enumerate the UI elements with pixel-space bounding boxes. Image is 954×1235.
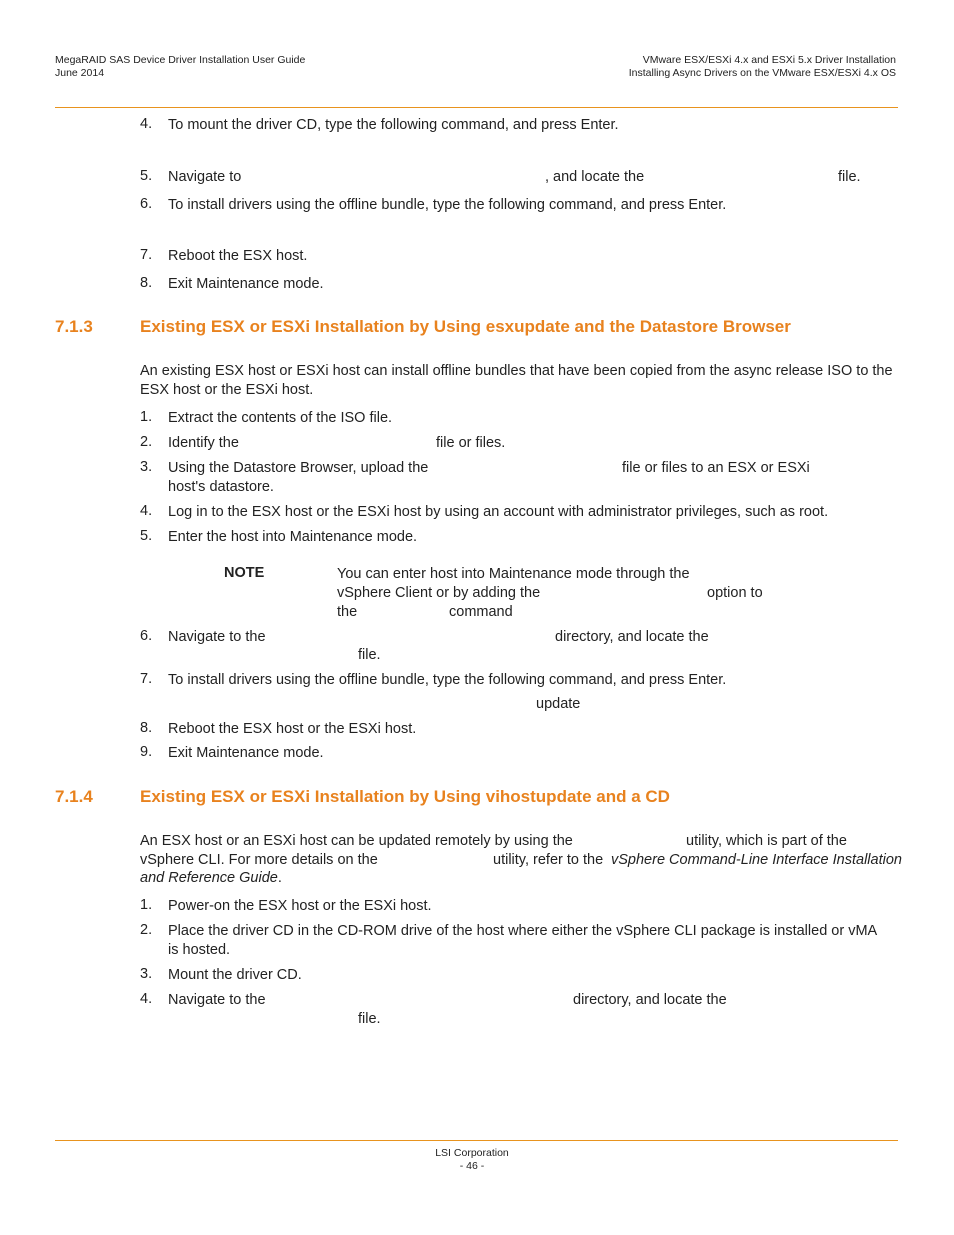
step-text: Enter the host into Maintenance mode. [168,529,418,545]
header-rule [55,107,898,108]
note-label: NOTE [224,565,265,581]
step-text: To install drivers using the offline bundle, type the following command, and press Enter. [168,672,727,688]
step-text: Reboot the ESX host or the ESXi host. [168,721,417,737]
header-chapter: VMware ESX/ESXi 4.x and ESXi 5.x Driver Installation [642,54,896,66]
note-text: You can enter host into Maintenance mode through the [337,566,690,582]
footer-page-number: - 46 - [459,1160,485,1172]
intro-reference: and Reference Guide [140,870,278,886]
step-number: 4. [140,116,153,132]
note-text: the [337,604,358,620]
note-text: command [449,604,513,620]
intro-text: . [277,870,282,886]
intro-text: An ESX host or an ESXi host can be updated remotely by using the [140,833,573,849]
step-text: To install drivers using the offline bundle, type the following command, and press Enter. [168,197,727,213]
step-text: To mount the driver CD, type the following command, and press Enter. [168,117,619,133]
step-number: 5. [140,528,153,544]
step-number: 1. [140,897,153,913]
step-number: 7. [140,247,153,263]
step-number: 4. [140,991,153,1007]
step-text: Reboot the ESX host. [168,248,308,264]
step-text: Log in to the ESX host or the ESXi host by using an account with administrator privileges, such as root. [168,504,829,520]
step-text: directory, and locate the [573,992,727,1008]
step-number: 6. [140,196,153,212]
step-text: is hosted. [168,942,231,958]
step-text: file or files to an ESX or ESXi [622,460,810,476]
step-text: Power-on the ESX host or the ESXi host. [168,898,432,914]
step-number: 8. [140,720,153,736]
step-number: 8. [140,275,153,291]
step-text: , and locate the [545,169,645,185]
step-text: Navigate to the [168,992,266,1008]
intro-reference: vSphere Command-Line Interface Installation [611,852,902,868]
note-text: option to [707,585,763,601]
step-number: 2. [140,922,153,938]
step-text: Extract the contents of the ISO file. [168,410,393,426]
step-text: Identify the [168,435,239,451]
command-text: update [536,696,581,712]
footer-company: LSI Corporation [435,1147,509,1159]
step-text: Place the driver CD in the CD-ROM drive of the host where either the vSphere CLI package is installed or vMA [168,923,878,939]
note-text: vSphere Client or by adding the [337,585,541,601]
section-heading: Existing ESX or ESXi Installation by Using vihostupdate and a CD [140,787,670,806]
step-number: 6. [140,628,153,644]
step-text: Navigate to the [168,629,266,645]
section-heading: Existing ESX or ESXi Installation by Using esxupdate and the Datastore Browser [140,317,791,336]
step-number: 3. [140,966,153,982]
step-number: 5. [140,168,153,184]
step-text: file. [358,1011,381,1027]
step-text: Navigate to [168,169,242,185]
step-text: Exit Maintenance mode. [168,276,324,292]
intro-text: utility, refer to the [493,852,604,868]
section-number: 7.1.3 [55,317,93,336]
header-section: Installing Async Drivers on the VMware ESX/ESXi 4.x OS [628,67,896,79]
intro-text: utility, which is part of the [686,833,847,849]
step-number: 1. [140,409,153,425]
step-text: file or files. [436,435,506,451]
step-number: 9. [140,744,153,760]
section-intro: An existing ESX host or ESXi host can install offline bundles that have been copied from the async release ISO to the ESX host or the ESXi host. [140,363,893,398]
footer-rule [55,1140,898,1141]
step-number: 7. [140,671,153,687]
intro-text: vSphere CLI. For more details on the [140,852,378,868]
step-text: Mount the driver CD. [168,967,302,983]
step-text: file. [358,647,381,663]
step-text: directory, and locate the [555,629,709,645]
step-number: 4. [140,503,153,519]
step-text: host's datastore. [168,479,274,495]
step-number: 3. [140,459,153,475]
step-text: Exit Maintenance mode. [168,745,324,761]
header-date: June 2014 [55,67,105,79]
step-number: 2. [140,434,153,450]
step-text: file. [838,169,861,185]
header-doc-title: MegaRAID SAS Device Driver Installation User Guide [55,54,306,66]
step-text: Using the Datastore Browser, upload the [168,460,429,476]
section-number: 7.1.4 [55,787,93,806]
